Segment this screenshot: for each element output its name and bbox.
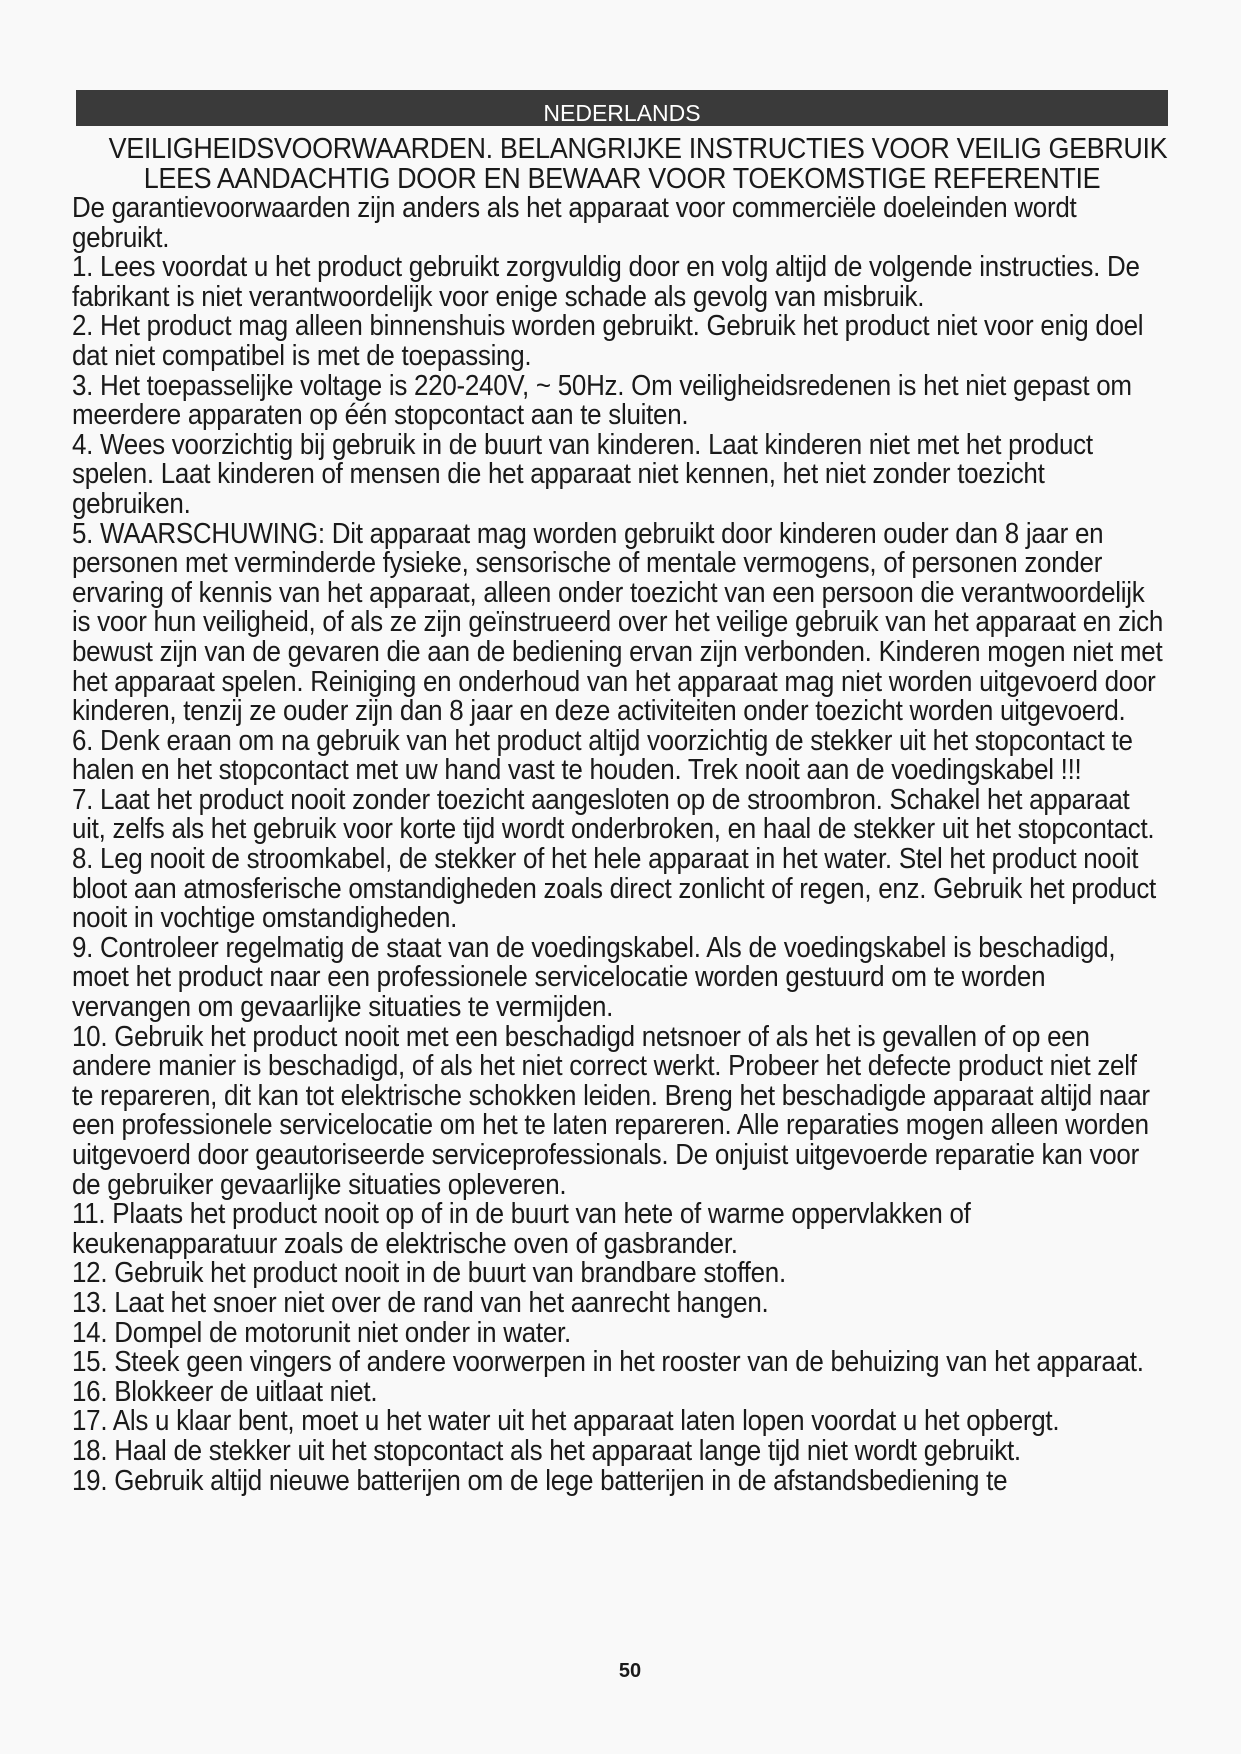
instruction-item: 18. Haal de stekker uit het stopcontact als het apparaat lange tijd niet wordt gebruikt. [72, 1434, 1021, 1467]
instruction-item: 10. Gebruik het product nooit met een beschadigd netsnoer of als het is gevallen of op een andere manier is beschadigd, of als het niet correct werkt. Probeer het defecte product niet zelf te repareren, dit kan tot elektrische schokken leiden. Breng het beschadigde apparaat altijd naar een professionele servicelocatie om het te laten repareren. Alle reparaties mogen alleen worden uitgevoerd door geautoriseerde serviceprofessionals. De onjuist uitgevoerde reparatie kan voor de gebruiker gevaarlijke situaties opleveren. [72, 1020, 1150, 1201]
instruction-item: 2. Het product mag alleen binnenshuis worden gebruikt. Gebruik het product niet voor enig doel dat niet compatibel is met de toepassing. [72, 310, 1144, 372]
instructions-body [72, 194, 1164, 1496]
instruction-item: 5. WAARSCHUWING: Dit apparaat mag worden gebruikt door kinderen ouder dan 8 jaar en personen met verminderde fysieke, sensorische of mentale vermogens, of personen zonder ervaring of kennis van het apparaat, alleen onder toezicht van een persoon die verantwoordelijk is voor hun veiligheid, of als ze zijn geïnstrueerd over het veilige gebruik van het apparaat en zich bewust zijn van de gevaren die aan de bediening ervan zijn verbonden. Kinderen mogen niet met het apparaat spelen. Reiniging en onderhoud van het apparaat mag niet worden uitgevoerd door kinderen, tenzij ze ouder zijn dan 8 jaar en deze activiteiten onder toezicht worden uitgevoerd. [72, 517, 1164, 728]
safety-subtitle: LEES AANDACHTIG DOOR EN BEWAAR VOOR TOEKOMSTIGE REFERENTIE [143, 163, 1101, 195]
warranty-intro: De garantievoorwaarden zijn anders als het apparaat voor commerciële doeleinden wordt gebruikt. [72, 192, 1077, 254]
instruction-item: 13. Laat het snoer niet over de rand van het aanrecht hangen. [72, 1286, 769, 1319]
instruction-item: 16. Blokkeer de uitlaat niet. [72, 1375, 378, 1408]
language-header-bar: NEDERLANDS [76, 90, 1168, 126]
instruction-item: 14. Dompel de motorunit niet onder in water. [72, 1316, 571, 1349]
instruction-item: 17. Als u klaar bent, moet u het water uit het apparaat laten lopen voordat u het opbergt. [72, 1405, 1060, 1438]
instruction-item: 3. Het toepasselijke voltage is 220-240V, ~ 50Hz. Om veiligheidsredenen is het niet gepast om meerdere apparaten op één stopcontact aan te sluiten. [72, 369, 1132, 432]
instruction-item: 1. Lees voordat u het product gebruikt zorgvuldig door en volg altijd de volgende instructies. De fabrikant is niet verantwoordelijk voor enige schade als gevolg van misbruik. [72, 251, 1140, 313]
safety-title: VEILIGHEIDSVOORWAARDEN. BELANGRIJKE INSTRUCTIES VOOR VEILIG GEBRUIK [108, 133, 1168, 165]
instruction-item: 4. Wees voorzichtig bij gebruik in de buurt van kinderen. Laat kinderen niet met het product spelen. Laat kinderen of mensen die het apparaat niet kennen, het niet zonder toezicht gebruiken. [72, 428, 1093, 520]
instruction-item: 19. Gebruik altijd nieuwe batterijen om de lege batterijen in de afstandsbediening te [72, 1464, 1008, 1497]
instruction-item: 12. Gebruik het product nooit in de buurt van brandbare stoffen. [72, 1257, 786, 1290]
page-number: 50 [618, 1660, 642, 1682]
instruction-item: 6. Denk eraan om na gebruik van het product altijd voorzichtig de stekker uit het stopcontact te halen en het stopcontact met uw hand vast te houden. Trek nooit aan de voedingskabel !!! [72, 724, 1133, 787]
instruction-item: 15. Steek geen vingers of andere voorwerpen in het rooster van de behuizing van het apparaat. [72, 1346, 1144, 1379]
instruction-item: 8. Leg nooit de stroomkabel, de stekker of het hele apparaat in het water. Stel het product nooit bloot aan atmosferische omstandigheden zoals direct zonlicht of regen, enz. Gebruik het product nooit in vochtige omstandigheden. [72, 843, 1156, 935]
instruction-item: 11. Plaats het product nooit op of in de buurt van hete of warme oppervlakken of keukenapparatuur zoals de elektrische oven of gasbrander. [72, 1198, 971, 1260]
instruction-item: 7. Laat het product nooit zonder toezicht aangesloten op de stroombron. Schakel het apparaat uit, zelfs als het gebruik voor korte tijd wordt onderbroken, en haal de stekker uit het stopcontact. [72, 783, 1155, 846]
instruction-item: 9. Controleer regelmatig de staat van de voedingskabel. Als de voedingskabel is beschadigd, moet het product naar een professionele servicelocatie worden gestuurd om te worden vervangen om gevaarlijke situaties te vermijden. [72, 931, 1116, 1024]
